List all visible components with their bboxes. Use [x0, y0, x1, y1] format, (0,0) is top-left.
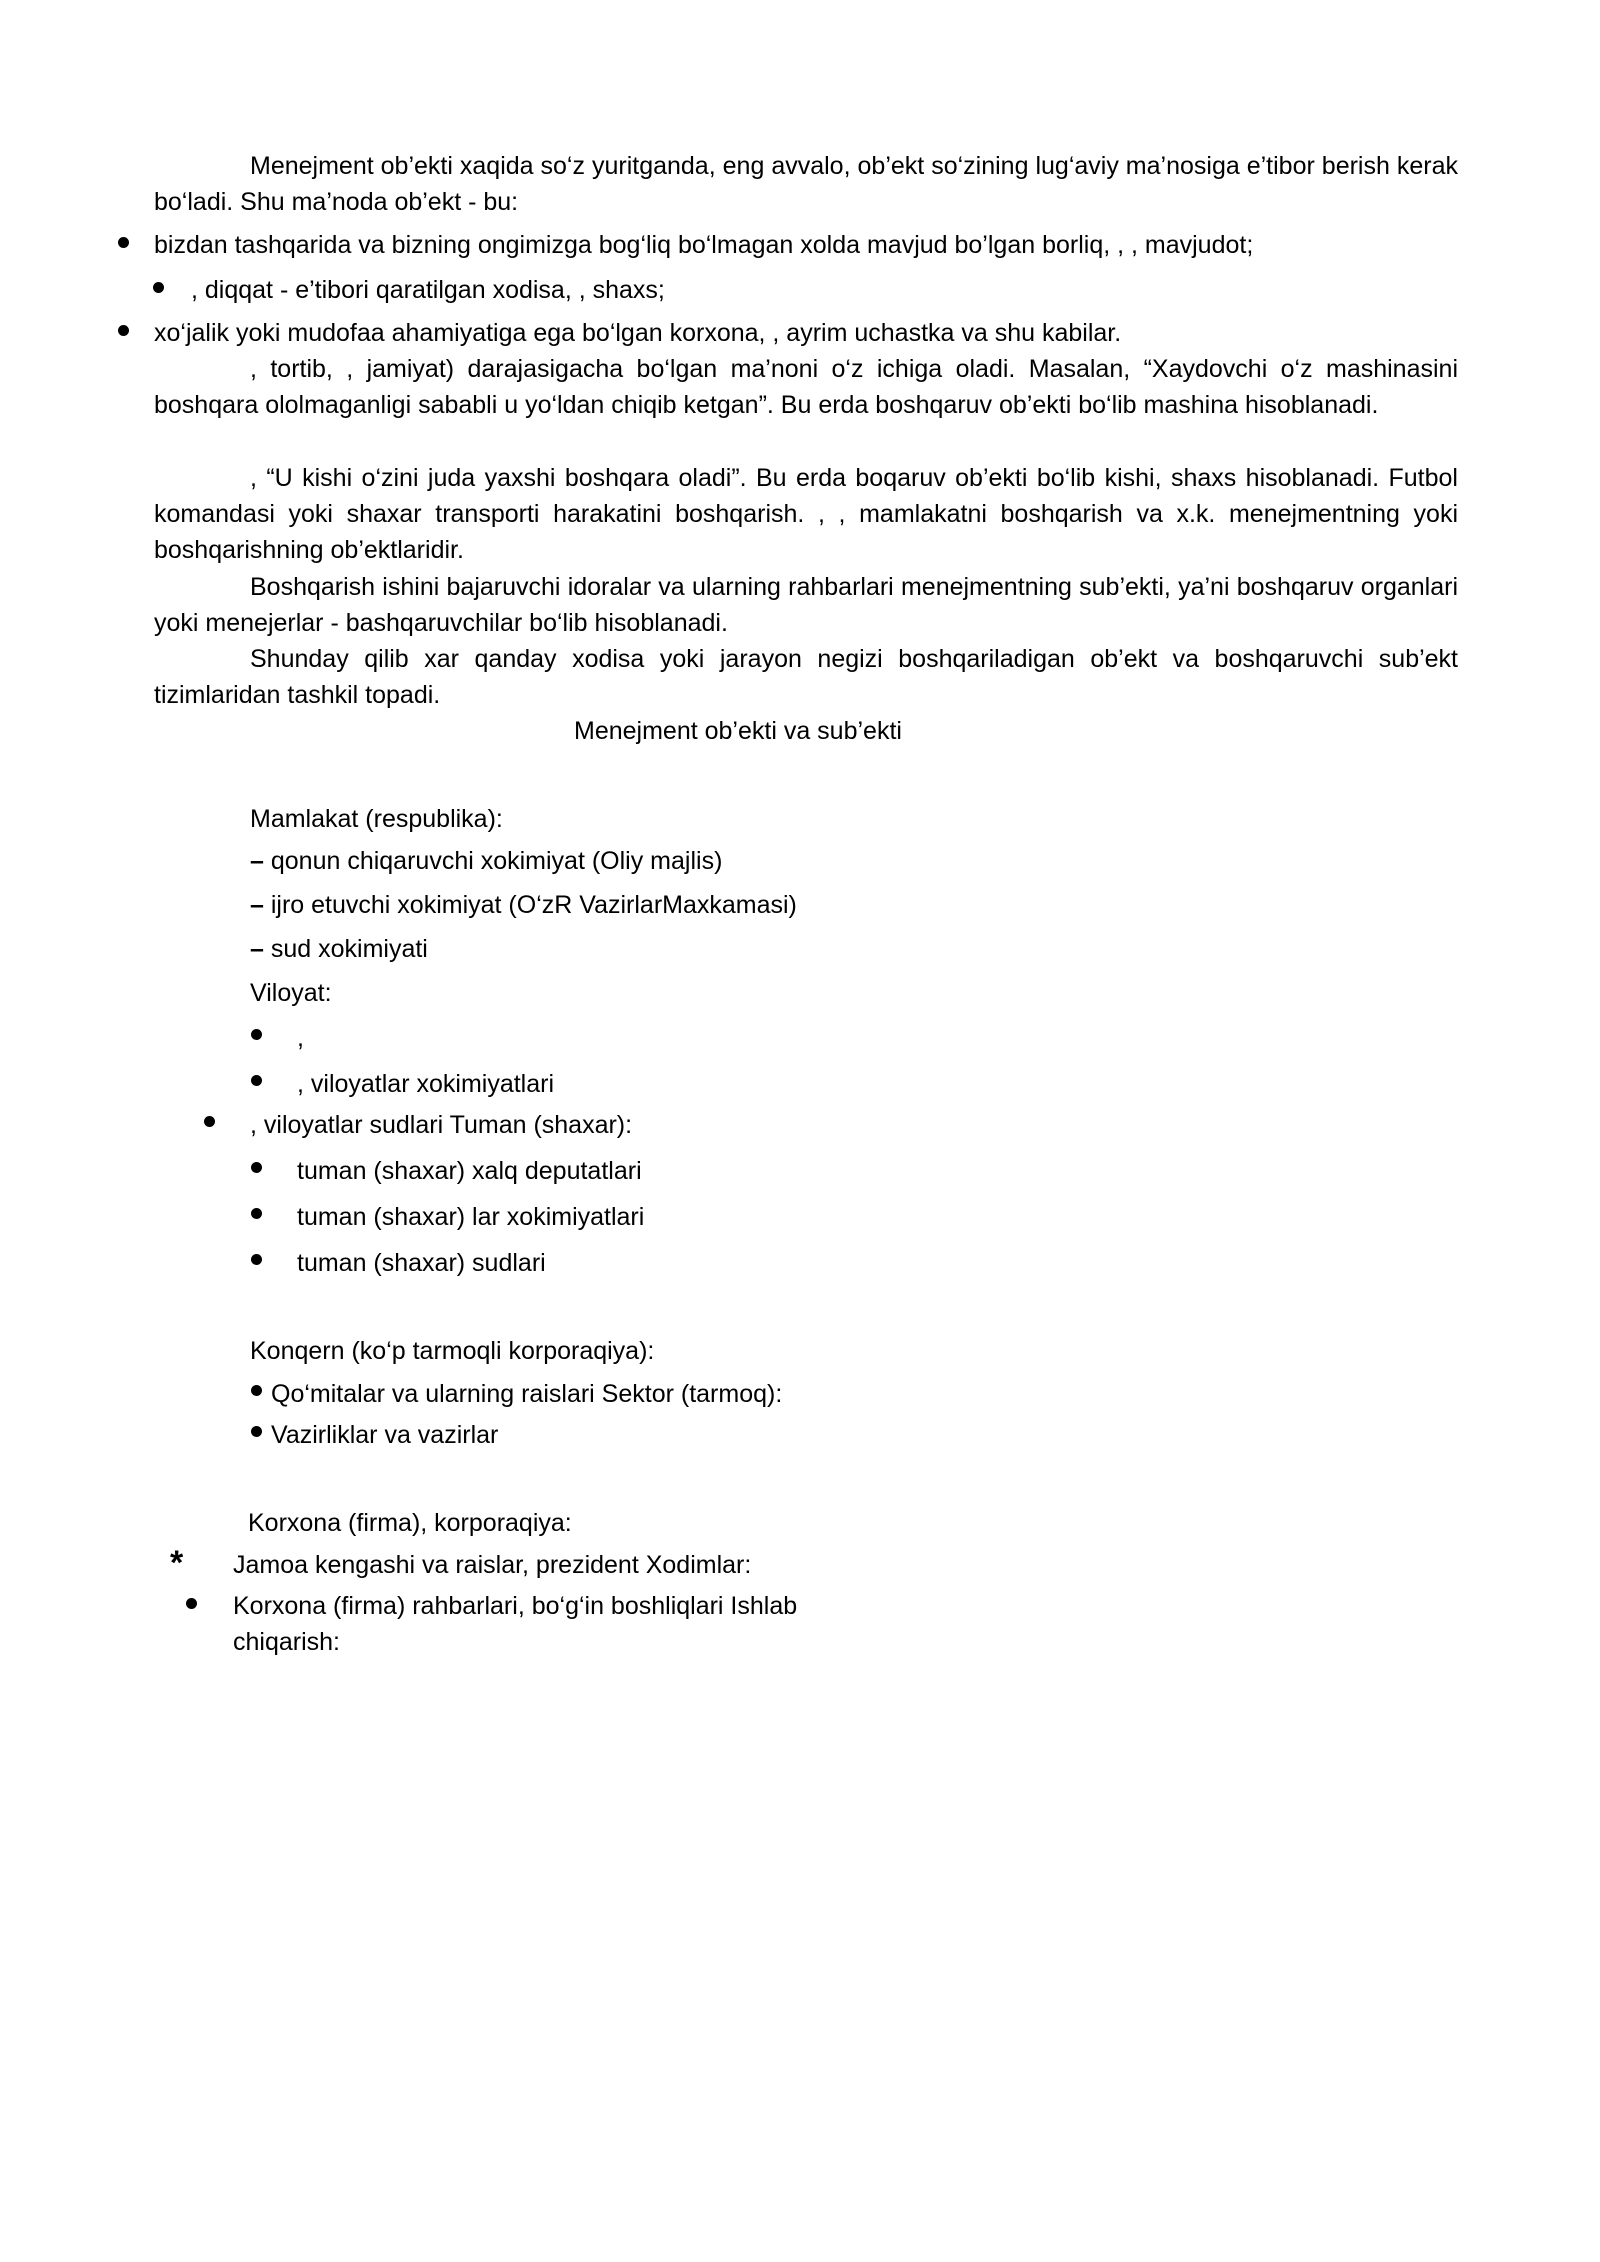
- region-item-1: ,: [297, 1024, 304, 1052]
- region-courts: , viloyatlar sudlari Tuman (shaxar):: [250, 1111, 633, 1139]
- country-item-1: – qonun chiqaruvchi xokimiyat (Oliy majlis): [250, 847, 723, 875]
- enterprise-heading: Korxona (firma), korporaqiya:: [248, 1509, 572, 1537]
- bullet-dot: [251, 1208, 262, 1219]
- dash-marker: –: [250, 935, 264, 963]
- bullet-dot: [251, 1385, 262, 1396]
- enterprise-item-1: Jamoa kengashi va raislar, prezident Xodimlar:: [233, 1551, 752, 1579]
- bullet-dot: [118, 325, 129, 336]
- enterprise-item-2-line-1: Korxona (firma) rahbarlari, bo‘g‘in boshliqlari Ishlab: [233, 1592, 798, 1620]
- intro-paragraph-2: , tortib, , jamiyat) darajasigacha bo‘lgan ma’noni o‘z ichiga oladi. Masalan, “Xaydovchi o‘z mashinasini boshqara ololmaganligi sababli u yo‘ldan chiqib ketgan”. Bu erda boshqaruv ob’ekti bo‘lib mashina hisoblanadi.: [154, 355, 1458, 419]
- intro-paragraph-1: Menejment ob’ekti xaqida so‘z yuritganda, eng avvalo, ob’ekt so‘zining lug‘aviy ma’nosiga e’tibor berish kerak bo‘ladi. Shu ma’noda ob’ekt - bu:: [154, 152, 1458, 216]
- bullet-dot: [251, 1075, 262, 1086]
- region-item-2: , viloyatlar xokimiyatlari: [297, 1070, 555, 1098]
- country-item-2: – ijro etuvchi xokimiyat (O‘zR VazirlarMaxkamasi): [250, 891, 797, 919]
- bullet-item-3: xo‘jalik yoki mudofaa ahamiyatiga ega bo‘lgan korxona, , ayrim uchastka va shu kabilar.: [154, 319, 1122, 347]
- district-item-2: tuman (shaxar) lar xokimiyatlari: [297, 1203, 645, 1231]
- bullet-dot: [251, 1162, 262, 1173]
- concern-item-1: Qo‘mitalar va ularning raislari Sektor (tarmoq):: [271, 1380, 783, 1408]
- region-heading: Viloyat:: [250, 979, 332, 1007]
- bullet-dot: [251, 1426, 262, 1437]
- dash-marker: –: [250, 847, 264, 875]
- bullet-dot: [204, 1116, 215, 1127]
- bullet-item-1: bizdan tashqarida va bizning ongimizga bog‘liq bo‘lmagan xolda mavjud bo’lgan borliq, , , mavjudot;: [154, 231, 1254, 259]
- intro-paragraph-3: , “U kishi o‘zini juda yaxshi boshqara oladi”. Bu erda boqaruv ob’ekti bo‘lib kishi, shaxs hisoblanadi. Futbol komandasi yoki shaxar transporti harakatini boshqarish. , , mamlakatni boshqarish va x.k. menejmentning yoki boshqarishning ob’ektlaridir.: [154, 464, 1458, 564]
- district-item-3: tuman (shaxar) sudlari: [297, 1249, 546, 1277]
- intro-paragraph-4: Boshqarish ishini bajaruvchi idoralar va ularning rahbarlari menejmentning sub’ekti, ya’ni boshqaruv organlari yoki menejerlar - bashqaruvchilar bo‘lib hisoblanadi.: [154, 573, 1458, 637]
- concern-heading: Konqern (ko‘p tarmoqli korporaqiya):: [250, 1337, 655, 1365]
- diagram-title: Menejment ob’ekti va sub’ekti: [574, 717, 902, 745]
- country-heading: Mamlakat (respublika):: [250, 805, 503, 833]
- district-item-1: tuman (shaxar) xalq deputatlari: [297, 1157, 642, 1185]
- bullet-dot: [251, 1029, 262, 1040]
- bullet-dot: [251, 1254, 262, 1265]
- intro-paragraph-5: Shunday qilib xar qanday xodisa yoki jarayon negizi boshqariladigan ob’ekt va boshqaruvchi sub’ekt tizimlaridan tashkil topadi.: [154, 645, 1458, 709]
- dash-marker: –: [250, 891, 264, 919]
- asterisk-marker: *: [170, 1544, 184, 1582]
- enterprise-item-2-line-2: chiqarish:: [233, 1628, 340, 1656]
- bullet-dot: [118, 237, 129, 248]
- concern-item-2: Vazirliklar va vazirlar: [271, 1421, 499, 1449]
- country-item-3: – sud xokimiyati: [250, 935, 428, 963]
- bullet-dot: [153, 282, 164, 293]
- bullet-dot: [186, 1598, 197, 1609]
- bullet-item-2: , diqqat - e’tibori qaratilgan xodisa, , shaxs;: [191, 276, 665, 304]
